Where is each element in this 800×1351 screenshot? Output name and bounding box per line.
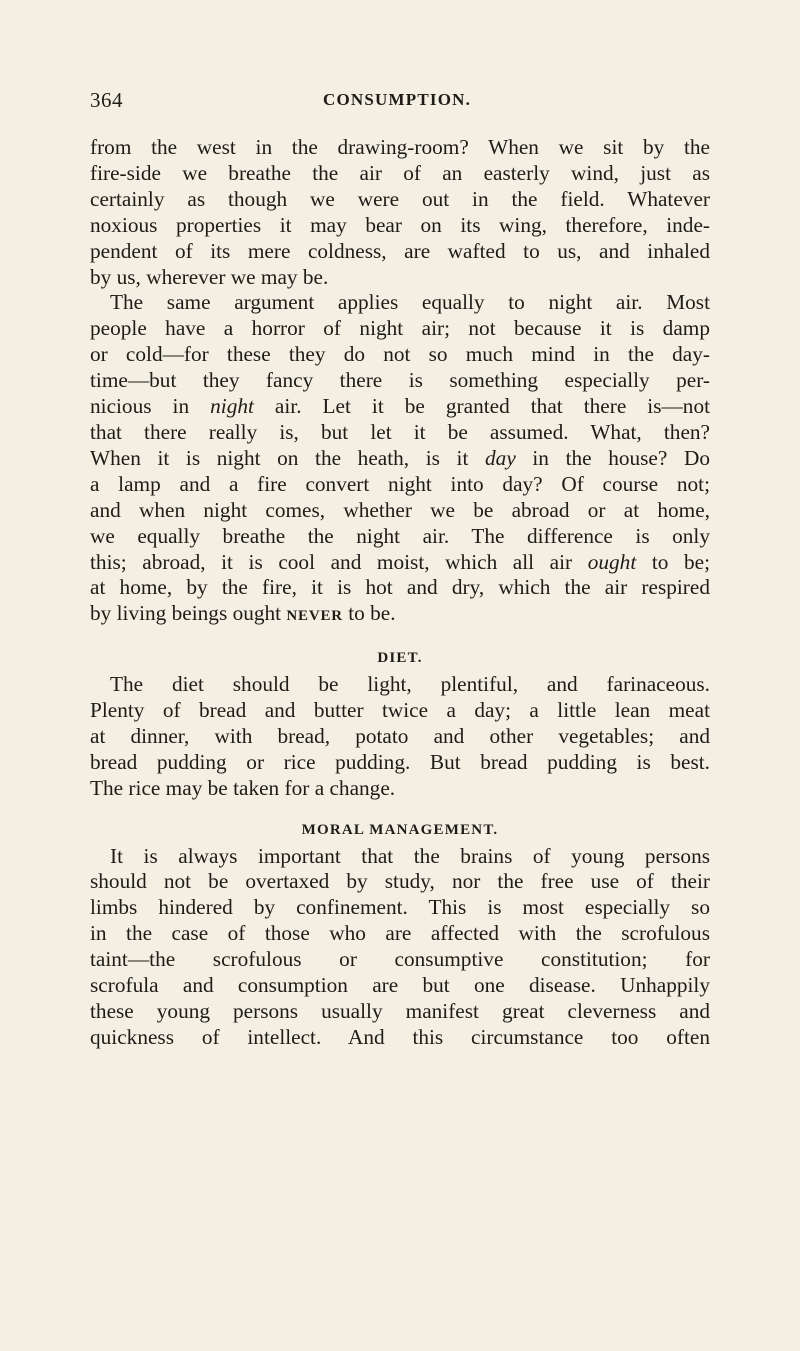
small-caps-never: NEVER [286,608,343,625]
text-line: should not be overtaxed by study, nor the free use of their [90,869,710,894]
text-line: by us, wherever we may be. [90,264,329,289]
text-run: in the house? Do [515,445,710,470]
paragraph-diet [90,672,710,802]
text-run: air. Let it be granted that there is—not [253,394,711,419]
section-heading-diet: DIET. [377,650,423,667]
page-number: 364 [90,88,123,112]
text-line: from the west in the drawing-room? When we sit by the [90,135,710,159]
text-line: these young persons usually manifest great cleverness and [90,999,710,1023]
text-line: The diet should be light, plentiful, and farinaceous. [110,672,710,697]
text-line: taint—the scrofulous or consumptive constitution; for [90,947,710,972]
text-line [90,550,710,576]
running-head: CONSUMPTION. [323,90,472,109]
text-line: in the case of those who are affected with the scrofulous [90,921,710,946]
text-line: at dinner, with bread, potato and other vegetables; and [90,723,710,748]
emphasis-day: day [485,445,516,470]
text-line: a lamp and a fire convert night into day? Of course not; [90,471,710,496]
text-line: scrofula and consumption are but one disease. Unhappily [90,973,710,998]
text-line [90,446,710,472]
emphasis-ought: ought [587,549,637,574]
text-line: noxious properties it may bear on its wing, therefore, inde- [90,212,710,237]
text-line: pendent of its mere coldness, are wafted to us, and inhaled [90,238,710,263]
text-line: and when night comes, whether we be abroad or at home, [90,497,710,522]
text-run: to be; [636,549,711,574]
text-run: nicious in [90,394,211,419]
text-line: It is always important that the brains of young persons [110,843,710,868]
text-line: time—but they fancy there is something especially per- [90,368,710,393]
paragraph-moral [90,844,710,1051]
text-line: or cold—for these they do not so much mind in the day- [90,342,710,367]
text-line: we equally breathe the night air. The difference is only [90,523,710,548]
text-run: by living beings ought [90,601,287,626]
page-header [90,88,710,118]
paragraph-2 [90,290,710,630]
body-text [90,135,710,1051]
text-line [90,394,710,420]
text-line: The rice may be taken for a change. [90,775,396,800]
text-line: at home, by the fire, it is hot and dry, which the air respired [90,575,710,600]
text-line: bread pudding or rice pudding. But bread pudding is best. [90,749,710,774]
text-line: limbs hindered by confinement. This is most especially so [90,895,710,920]
text-line: The same argument applies equally to night air. Most [110,290,710,315]
text-run: When it is night on the heath, is it [90,445,486,470]
text-line [90,601,710,630]
text-line: certainly as though we were out in the field. Whatever [90,186,710,211]
section-heading-moral-management: MORAL MANAGEMENT. [301,821,499,838]
emphasis-night: night [210,394,254,419]
text-line: that there really is, but let it be assumed. What, then? [90,419,710,444]
text-run: to be. [342,601,396,626]
text-line: Plenty of bread and butter twice a day; a little lean meat [90,698,710,723]
text-line: fire-side we breathe the air of an easterly wind, just as [90,160,710,185]
text-line: quickness of intellect. And this circumstance too often [90,1024,710,1049]
text-line: people have a horror of night air; not because it is damp [90,316,710,341]
paragraph-1 [90,135,710,290]
text-run: this; abroad, it is cool and moist, which all air [90,549,588,574]
